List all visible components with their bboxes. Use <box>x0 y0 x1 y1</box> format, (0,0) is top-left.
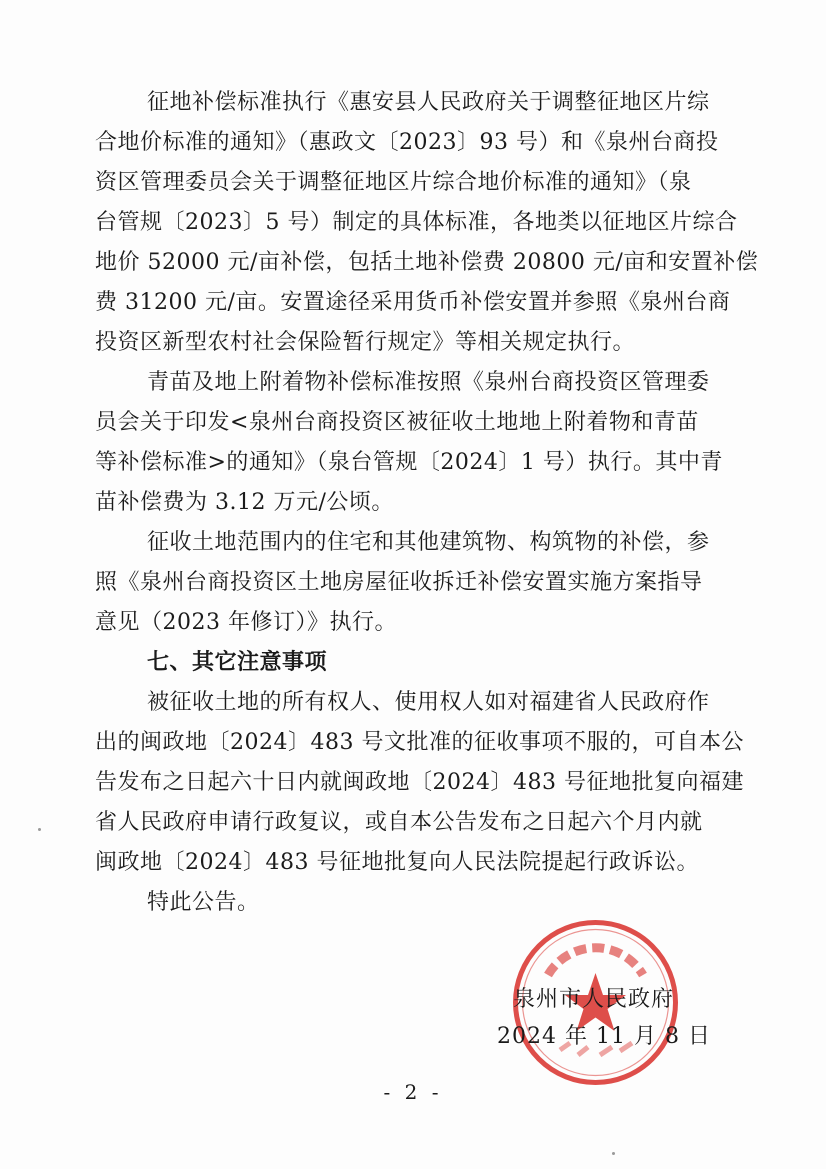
closing-line: 特此公告。 <box>147 890 260 915</box>
paragraph-line: 投资区新型农村社会保险暂行规定》等相关规定执行。 <box>95 330 636 355</box>
paragraph-line: 意见（2023 年修订）》执行。 <box>95 610 397 635</box>
scan-speck <box>38 828 41 831</box>
paragraph-line: 闽政地〔2024〕483 号征地批复向人民法院提起行政诉讼。 <box>95 850 699 875</box>
scan-speck <box>612 1152 615 1155</box>
paragraph-line: 被征收土地的所有权人、使用权人如对福建省人民政府作 <box>147 690 710 715</box>
paragraph-line: 征地补偿标准执行《惠安县人民政府关于调整征地区片综 <box>147 90 710 115</box>
paragraph-line: 征收土地范围内的住宅和其他建筑物、构筑物的补偿，参 <box>147 530 710 555</box>
paragraph-line: 等补偿标准>的通知》（泉台管规〔2024〕1 号）执行。其中青 <box>95 450 723 475</box>
paragraph-line: 出的闽政地〔2024〕483 号文批准的征收事项不服的，可自本公 <box>95 730 744 755</box>
paragraph-line: 费 31200 元/亩。安置途径采用货币补偿安置并参照《泉州台商 <box>95 290 731 315</box>
page-number: - 2 - <box>383 1080 443 1104</box>
paragraph-line: 合地价标准的通知》（惠政文〔2023〕93 号）和《泉州台商投 <box>95 130 719 155</box>
issue-date: 2024 年 11 月 8 日 <box>497 1024 711 1049</box>
paragraph-line: 苗补偿费为 3.12 万元/公顷。 <box>95 490 394 515</box>
paragraph-line: 照《泉州台商投资区土地房屋征收拆迁补偿安置实施方案指导 <box>95 570 703 595</box>
paragraph-line: 告发布之日起六十日内就闽政地〔2024〕483 号征地批复向福建 <box>95 770 744 795</box>
paragraph-line: 资区管理委员会关于调整征地区片综合地价标准的通知》（泉 <box>95 170 692 195</box>
paragraph-line: 员会关于印发<泉州台商投资区被征收土地地上附着物和青苗 <box>95 410 699 435</box>
paragraph-line: 青苗及地上附着物补偿标准按照《泉州台商投资区管理委 <box>147 370 710 395</box>
paragraph-line: 省人民政府申请行政复议，或自本公告发布之日起六个月内就 <box>95 810 703 835</box>
paragraph-line: 地价 52000 元/亩补偿，包括土地补偿费 20800 元/亩和安置补偿 <box>95 250 759 275</box>
paragraph-line: 台管规〔2023〕5 号）制定的具体标准，各地类以征地区片综合 <box>95 210 738 235</box>
section-heading: 七、其它注意事项 <box>147 650 328 675</box>
issuer-name: 泉州市人民政府 <box>513 987 675 1012</box>
